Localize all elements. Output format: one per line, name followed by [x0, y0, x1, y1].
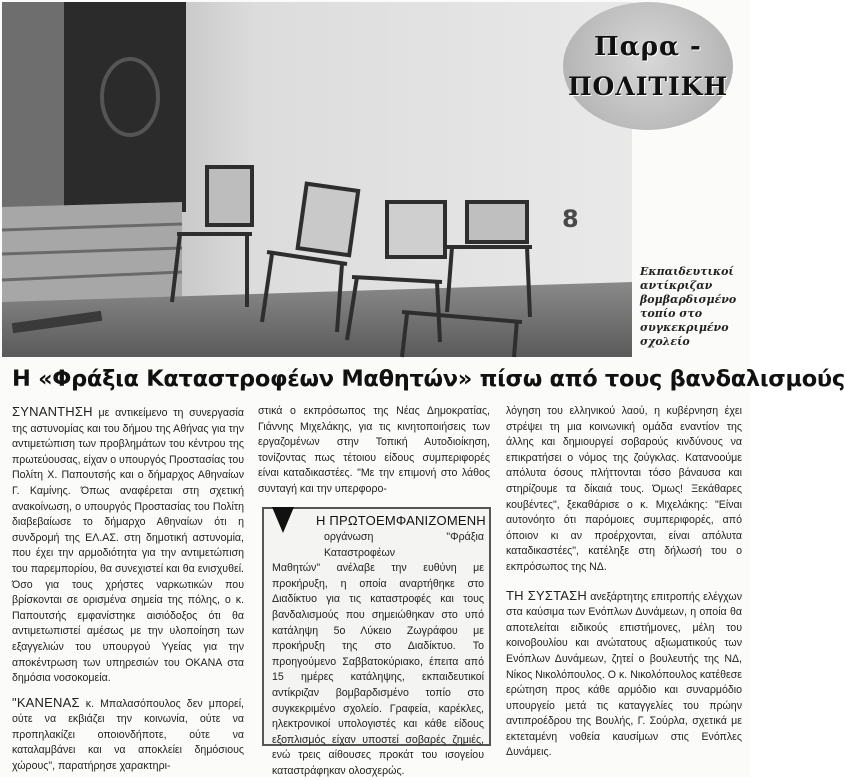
paragraph-meeting [12, 404, 244, 687]
badge-title-bottom: ΠΟΛΙΤΙΚΗ [567, 72, 729, 101]
article-column-1 [12, 404, 244, 775]
article-column-2 [258, 404, 490, 498]
paragraph-text: στικά ο εκπρόσωπος της Νέας Δημοκρατίας, Γιάννης Μιχελάκης, για τις κινητοποιήσεις των εργαζομένων στην Τοπική Αυτοδιοίκηση, τονίζοντας πως τέτοιου είδους συμπεριφορές είναι καταδικαστέες. "Με την επιμονή στο λάθος συνταγή και την υπερφορο- [258, 405, 490, 495]
inset-body: Μαθητών" ανέλαβε την ευθύνη με προκήρυξη, η οποία αναρτήθηκε στο Διαδίκτυο για τις καταστροφές και τους βανδαλισμούς που σημειώθηκαν στο υπό κατάληψη 5ο Λύκειο Ζωγράφου με προκήρυξη της στο Διαδίκτυο. Το προηγούμενο Σαββατοκύριακο, έπειτα από 15 ημέρες κατάληψης, εκπαιδευτικοί αντίκριζαν βομβαρδισμένο τοπίο στο συγκεκριμένο σχολείο. Γραφεία, καρέκλες, ηλεκτρονικοί υπολογιστές και κάθε είδους εξοπλισμός είχαν υποστεί σοβαρές ζημιές, ενώ τρεις αίθουσες προκάτ του ισογείου καταστράφηκαν ολοσχερώς. [272, 562, 484, 777]
inset-text [272, 530, 484, 780]
paragraph-lead: "ΚΑΝΕΝΑΣ [12, 694, 80, 710]
inset-heading: Η ΠΡΩΤΟΕΜΦΑΝΙΖΟΜΕΝΗ [316, 513, 486, 528]
section-badge [563, 2, 733, 130]
paragraph-lead: ΤΗ ΣΥΣΤΑΣΗ [506, 587, 588, 603]
paragraph-statement [12, 695, 244, 775]
classroom-photo [2, 2, 632, 357]
paragraph-lead: ΣΥΝΑΝΤΗΣΗ [12, 404, 93, 419]
inset-first-line: οργάνωση "Φράξια Καταστροφέων [324, 531, 484, 559]
paragraph-committee [506, 588, 742, 762]
vandalized-school-photo [2, 2, 632, 357]
badge-title-top: Παρα - [594, 32, 702, 62]
inset-box [262, 507, 491, 777]
paragraph-text: λόγηση του ελληνικού λαού, η κυβέρνηση έχει στρέψει τη μια κοινωνική ομάδα εναντίον της άλλης και δημιουργεί σοβαρούς κινδύνους να επικρατήσει ο νόμος της ζούγκλας. Κατανοούμε απόλυτα όσους πλήττονται τόσο βάναυσα και στηρίζουμε τα δίκαιά τους. Όμως! Ξεκάθαρες κουβέντες", ξεκαθάρισε ο κ. Μιχελάκης: "Είναι αυτονόητο ότι παρόμοιες συμπεριφορές, από όποιον κι αν προέρχονται, είναι απόλυτα καταδικαστέες", κατέληξε στη δήλωσή του ο εκπρόσωπος της ΝΔ. [506, 405, 742, 573]
paragraph-text: ανεξάρτητης επιτροπής ελέγχων στα καύσιμα των Ενόπλων Δυνάμεων, η οποία θα αποτελείται ειδικούς επιστήμονες, μέλη του κοινοβουλίου και ανώτατους αξιωματικούς των Ενόπλων Δυνάμεων, ζητεί ο βουλευτής της ΝΔ, Νίκος Νικολόπουλος. Ο κ. Νικολόπουλος κατέθεσε ερώτηση προς κάθε αρμόδιο και συναρμόδιο υπουργείο μετά τις καταγγελίες του πρώην αντιπροέδρου της Βουλής, Γ. Σούρλα, σχετικά με εκτεταμένη νοθεία καυσίμων στις Ενόπλες Δυνάμεις. [506, 590, 742, 759]
paragraph-text: κ. Μπαλασόπουλος δεν μπορεί, ούτε να εκβιάζει την κοινωνία, ούτε να προπηλακίζει οποιονδήποτε, ούτε να καταλαμβάνει και να αποκλείει δημόσιους χώρους", παρατήρησε χαρακτηρι- [12, 697, 244, 773]
article-column-3 [506, 404, 742, 761]
svg-text:8: 8 [562, 205, 579, 233]
paragraph-text: με αντικείμενο τη συνεργασία της αστυνομίας και του δήμου της Αθήνας για την αντιμετώπιση των προβλημάτων του κέντρου της πρωτεύουσας, είχαν ο υπουργός Προστασίας του Πολίτη Χ. Παπουτσής και ο δήμαρχος Αθηναίων Γ. Καμίνης. Όπως αναφέρεται στη σχετική ανακοίνωση, ο υπουργός Προστασίας του Πολίτη διαβεβαίωσε το δήμαρχο Αθηναίων ότι η συνδρομή της ΕΛ.ΑΣ. στη δημοτική αστυνομία, που έχει την αρμοδιότητα για την αντιμετώπιση του παρεμπορίου, θα συνεχιστεί και θα ενισχυθεί. Όσο για τους χρήστες ναρκωτικών που βρίσκονται σε ορισμένα σημεία της πόλης, ο κ. Παπουτσής εμφανίστηκε αισιόδοξος ότι θα αντιμετωπιστεί αμέσως με την υλοποίηση των εξαγγελιών του υπουργού Υγείας για την αποκέντρωση των υπηρεσιών του ΟΚΑΝΑ στα δημόσια νοσοκομεία. [12, 407, 245, 685]
photo-caption: Εκπαιδευτικοί αντίκριζαν βομβαρδισμένο τοπίο στο συγκεκριμένο σχολείο [640, 265, 737, 348]
article-headline: Η «Φράξια Καταστροφέων Μαθητών» πίσω από τους βανδαλισμούς [12, 366, 845, 392]
